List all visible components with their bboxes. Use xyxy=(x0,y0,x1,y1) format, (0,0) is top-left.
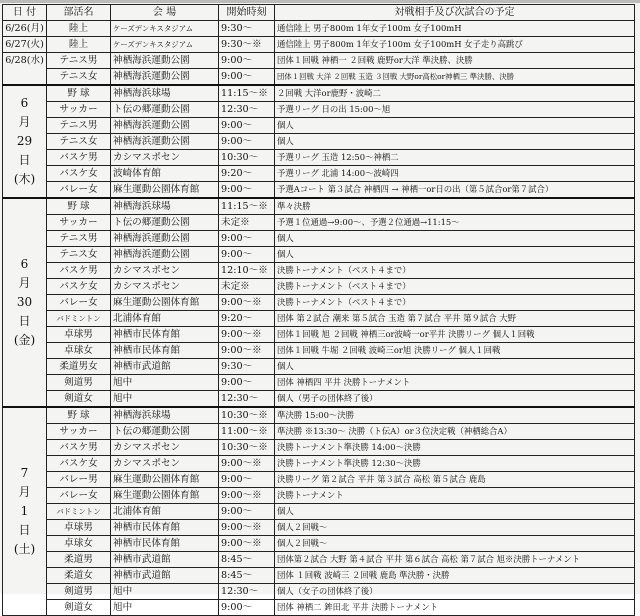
date-cell: 6/26(月) xyxy=(3,21,47,37)
note-cell: 団体 １回戦 波崎三 ２回戦 鹿島 準決勝・決勝 xyxy=(275,568,635,584)
note-cell: 団体 神栖四 平井 決勝トーナメント xyxy=(275,375,635,391)
club-cell: テニス女 xyxy=(47,69,111,86)
venue-cell: 神栖海浜球場 xyxy=(111,85,219,102)
note-cell: 予選１位通過→9:00～、予選２位通過→11:15～ xyxy=(275,215,635,231)
date-char: (木) xyxy=(13,172,36,186)
note-cell: 団体１回戦 旭 ２回戦 神栖三or波崎一or平井 決勝リーグ 個人１回戦 xyxy=(275,327,635,343)
table-row xyxy=(3,391,635,408)
club-cell: 野 球 xyxy=(47,198,111,215)
note-cell: 決勝トーナメント（ベスト４まで） xyxy=(275,263,635,279)
time-cell: 9:30～ xyxy=(219,21,275,37)
club-cell: 野 球 xyxy=(47,407,111,424)
club-cell: 卓球男 xyxy=(47,327,111,343)
date-char: 7 xyxy=(20,466,29,480)
venue-cell: 神栖市民体育館 xyxy=(111,536,219,552)
time-cell: 12:30～ xyxy=(219,391,275,408)
table-row xyxy=(3,327,635,343)
time-cell: 9:00～ xyxy=(219,247,275,263)
time-cell: 10:30～ xyxy=(219,150,275,166)
time-cell: 未定※ xyxy=(219,279,275,295)
note-cell: 個人 xyxy=(275,247,635,263)
table-row xyxy=(3,424,635,440)
time-cell: 10:30～※ xyxy=(219,440,275,456)
club-cell: バスケ男 xyxy=(47,263,111,279)
club-cell: 柔道男 xyxy=(47,552,111,568)
table-row xyxy=(3,343,635,359)
time-cell: 未定※ xyxy=(219,215,275,231)
note-cell: 個人 xyxy=(275,504,635,520)
date-char: 月 xyxy=(18,276,31,290)
club-cell: 卓球女 xyxy=(47,536,111,552)
note-cell: 準決勝 ※13:30～ 決勝（ト伝A）or３位決定戦（神栖総合A） xyxy=(275,424,635,440)
time-cell: 9:00～ xyxy=(219,375,275,391)
venue-cell: ト伝の郷運動公園 xyxy=(111,215,219,231)
time-cell: 9:00～※ xyxy=(219,520,275,536)
time-cell: 9:00～ xyxy=(219,69,275,86)
venue-cell: 神栖市武道館 xyxy=(111,552,219,568)
date-char: (金) xyxy=(13,333,36,347)
club-cell: テニス男 xyxy=(47,53,111,69)
club-cell: バレー男 xyxy=(47,472,111,488)
note-cell: 予選リーグ 日の出 15:00～旭 xyxy=(275,102,635,118)
note-cell: 個人（女子の団体終了後） xyxy=(275,584,635,600)
table-row xyxy=(3,375,635,391)
time-cell: 9:30～※ xyxy=(219,37,275,53)
club-cell: バスケ女 xyxy=(47,456,111,472)
date-char: 月 xyxy=(18,485,31,499)
venue-cell: 旭中 xyxy=(111,375,219,391)
club-cell: サッカー xyxy=(47,424,111,440)
time-cell: 9:00～ xyxy=(219,134,275,150)
time-cell: 9:00～※ xyxy=(219,456,275,472)
date-vertical-cell xyxy=(3,198,47,407)
table-row xyxy=(3,182,635,199)
note-cell: 団体１回戦 神栖一 ２回戦 鹿野or大洋 準決勝、決勝 xyxy=(275,53,635,69)
table-row xyxy=(3,102,635,118)
date-char: (土) xyxy=(13,542,36,556)
table-row xyxy=(3,279,635,295)
time-cell: 12:30～ xyxy=(219,102,275,118)
table-row xyxy=(3,584,635,600)
venue-cell: 神栖海浜運動公園 xyxy=(111,231,219,247)
venue-cell: 麻生運動公園体育館 xyxy=(111,488,219,504)
note-cell: 決勝リーグ 第２試合 平井 第３試合 高松 第５試合 鹿島 xyxy=(275,472,635,488)
club-cell: バレー女 xyxy=(47,488,111,504)
time-cell: 9:00～ xyxy=(219,504,275,520)
time-cell: 8:45～ xyxy=(219,552,275,568)
club-cell: サッカー xyxy=(47,215,111,231)
table-row xyxy=(3,118,635,134)
note-cell: 決勝トーナメント（ベスト４まで） xyxy=(275,279,635,295)
day-group-6-29 xyxy=(3,85,635,198)
note-cell: 団体 第２試合 潮来 第５試合 玉造 第７試合 平井 第９試合 大野 xyxy=(275,311,635,327)
venue-cell: カシマスポセン xyxy=(111,440,219,456)
table-row xyxy=(3,568,635,584)
club-cell: 陸上 xyxy=(47,21,111,37)
club-cell: テニス女 xyxy=(47,247,111,263)
venue-cell: ケーズデンキスタジアム xyxy=(111,21,219,37)
table-row xyxy=(3,456,635,472)
venue-cell: 神栖市民体育館 xyxy=(111,343,219,359)
club-cell: 卓球女 xyxy=(47,343,111,359)
table-row xyxy=(3,359,635,375)
time-cell: 9:00～※ xyxy=(219,295,275,311)
table-row xyxy=(3,247,635,263)
date-char: 6 xyxy=(20,257,29,271)
date-vertical-cell xyxy=(3,407,47,616)
venue-cell: カシマスポセン xyxy=(111,456,219,472)
table-row xyxy=(3,53,635,69)
note-cell: 個人 xyxy=(275,359,635,375)
date-char: 1 xyxy=(20,504,29,518)
time-cell: 9:20～ xyxy=(219,166,275,182)
day-group-7-1 xyxy=(3,407,635,616)
time-cell: 9:00～ xyxy=(219,600,275,616)
venue-cell: カシマスポセン xyxy=(111,150,219,166)
time-cell: 9:00～※ xyxy=(219,536,275,552)
venue-cell: 麻生運動公園体育館 xyxy=(111,182,219,199)
note-cell: 個人 xyxy=(275,231,635,247)
venue-cell: ト伝の郷運動公園 xyxy=(111,424,219,440)
table-row xyxy=(3,311,635,327)
date-char: 日 xyxy=(18,523,31,537)
header-time: 開始時刻 xyxy=(219,5,275,21)
table-row xyxy=(3,504,635,520)
note-cell: 団体１回戦 牛堀 ２回戦 波崎三or旭 決勝リーグ 個人１回戦 xyxy=(275,343,635,359)
header-club: 部活名 xyxy=(47,5,111,21)
time-cell: 9:00～ xyxy=(219,472,275,488)
venue-cell: 旭中 xyxy=(111,391,219,408)
header-note: 対戦相手及び次試合の予定 xyxy=(275,5,635,21)
note-cell: 準々決勝 xyxy=(275,198,635,215)
date-char: 30 xyxy=(16,295,33,309)
club-cell: テニス女 xyxy=(47,134,111,150)
cropped-top-edge xyxy=(0,0,640,3)
table-row xyxy=(3,600,635,616)
time-cell: 9:00～※ xyxy=(219,488,275,504)
note-cell: 個人 xyxy=(275,118,635,134)
club-cell: 野 球 xyxy=(47,85,111,102)
table-row xyxy=(3,166,635,182)
table-row xyxy=(3,134,635,150)
date-char: 月 xyxy=(18,115,31,129)
club-cell: 剣道女 xyxy=(47,391,111,408)
table-row xyxy=(3,295,635,311)
venue-cell: 神栖海浜運動公園 xyxy=(111,69,219,86)
time-cell: 10:30～※ xyxy=(219,407,275,424)
note-cell: 団体１回戦 大洋 ２回戦 玉造 ３回戦 大野or高松or神栖三 準決勝、決勝 xyxy=(275,69,635,86)
time-cell: 11:15～※ xyxy=(219,198,275,215)
club-cell: テニス男 xyxy=(47,231,111,247)
venue-cell: 旭中 xyxy=(111,600,219,616)
venue-cell: 神栖市民体育館 xyxy=(111,520,219,536)
day-group-6-30 xyxy=(3,198,635,407)
club-cell: バレー女 xyxy=(47,182,111,199)
venue-cell: 神栖海浜球場 xyxy=(111,407,219,424)
club-cell: バスケ男 xyxy=(47,150,111,166)
table-row xyxy=(3,552,635,568)
table-row xyxy=(3,472,635,488)
date-cell: 6/27(火) xyxy=(3,37,47,53)
table-row xyxy=(3,85,635,102)
header-venue: 会 場 xyxy=(111,5,219,21)
club-cell: 剣道男 xyxy=(47,375,111,391)
venue-cell: 神栖市武道館 xyxy=(111,359,219,375)
club-cell: バスケ女 xyxy=(47,166,111,182)
note-cell: 決勝トーナメント（ベスト４まで） xyxy=(275,295,635,311)
note-cell: 予選Aコート 第３試合 神栖四 → 神栖一or日の出（第５試合or第７試合） xyxy=(275,182,635,199)
club-cell: 陸上 xyxy=(47,37,111,53)
date-cell: 6/28(水) xyxy=(3,53,47,86)
venue-cell: 麻生運動公園体育館 xyxy=(111,472,219,488)
note-cell: 予選リーグ 玉造 12:50～神栖二 xyxy=(275,150,635,166)
club-cell: バドミントン xyxy=(47,311,111,327)
table-row xyxy=(3,263,635,279)
schedule-table xyxy=(2,4,635,616)
note-cell: 決勝トーナメント xyxy=(275,488,635,504)
club-cell: バスケ男 xyxy=(47,440,111,456)
club-cell: 剣道男 xyxy=(47,584,111,600)
time-cell: 9:00～ xyxy=(219,118,275,134)
time-cell: 11:00～※ xyxy=(219,424,275,440)
venue-cell: 神栖市武道館 xyxy=(111,568,219,584)
club-cell: バレー女 xyxy=(47,295,111,311)
note-cell: 決勝トーナメント準決勝 12:30～決勝 xyxy=(275,456,635,472)
venue-cell: 神栖海浜運動公園 xyxy=(111,134,219,150)
note-cell: 決勝トーナメント準決勝 14:00～決勝 xyxy=(275,440,635,456)
venue-cell: 旭中 xyxy=(111,584,219,600)
venue-cell: 神栖海浜運動公園 xyxy=(111,247,219,263)
venue-cell: 麻生運動公園体育館 xyxy=(111,295,219,311)
note-cell: ２回戦 大洋or鹿野・波崎二 xyxy=(275,85,635,102)
club-cell: 卓球男 xyxy=(47,520,111,536)
time-cell: 8:45～ xyxy=(219,568,275,584)
table-row xyxy=(3,215,635,231)
club-cell: 柔道女 xyxy=(47,568,111,584)
venue-cell: ケーズデンキスタジアム xyxy=(111,37,219,53)
date-char: 日 xyxy=(18,153,31,167)
time-cell: 9:00～ xyxy=(219,231,275,247)
venue-cell: カシマスポセン xyxy=(111,279,219,295)
club-cell: 柔道男女 xyxy=(47,359,111,375)
date-char: 29 xyxy=(16,134,33,148)
time-cell: 12:30～ xyxy=(219,584,275,600)
club-cell: サッカー xyxy=(47,102,111,118)
table-row xyxy=(3,440,635,456)
venue-cell: 波崎体育館 xyxy=(111,166,219,182)
date-char: 日 xyxy=(18,314,31,328)
table-row xyxy=(3,407,635,424)
time-cell: 12:10～※ xyxy=(219,263,275,279)
venue-cell: 神栖市民体育館 xyxy=(111,327,219,343)
note-cell: 準決勝 15:00～決勝 xyxy=(275,407,635,424)
club-cell: バドミントン xyxy=(47,504,111,520)
note-cell: 団体第２試合 大野 第４試合 平井 第６試合 高松 第７試合 旭※決勝トーナメント xyxy=(275,552,635,568)
note-cell: 団体 神栖二 鉾田北 平井 決勝トーナメント xyxy=(275,600,635,616)
time-cell: 9:00～※ xyxy=(219,343,275,359)
note-cell: 通信陸上 男子800m 1年女子100m 女子100mH 女子走り高跳び xyxy=(275,37,635,53)
table-row xyxy=(3,198,635,215)
time-cell: 9:30～ xyxy=(219,359,275,375)
table-row xyxy=(3,150,635,166)
date-char: 6 xyxy=(20,96,29,110)
table-row xyxy=(3,536,635,552)
note-cell: 個人（男子の団体終了後） xyxy=(275,391,635,408)
table-row xyxy=(3,520,635,536)
time-cell: 9:00～ xyxy=(219,182,275,199)
time-cell: 9:20～ xyxy=(219,311,275,327)
club-cell: バスケ女 xyxy=(47,279,111,295)
note-cell: 個人２回戦～ xyxy=(275,520,635,536)
venue-cell: ト伝の郷運動公園 xyxy=(111,102,219,118)
table-row xyxy=(3,231,635,247)
venue-cell: 北浦体育館 xyxy=(111,504,219,520)
venue-cell: カシマスポセン xyxy=(111,263,219,279)
table-row xyxy=(3,488,635,504)
note-cell: 個人 xyxy=(275,134,635,150)
note-cell: 個人２回戦～ xyxy=(275,536,635,552)
note-cell: 予選リーグ 北浦 14:00～波崎四 xyxy=(275,166,635,182)
time-cell: 9:00～ xyxy=(219,53,275,69)
note-cell: 通信陸上 男子800m 1年女子100m 女子100mH xyxy=(275,21,635,37)
date-vertical-cell xyxy=(3,85,47,198)
venue-cell: 神栖海浜運動公園 xyxy=(111,53,219,69)
time-cell: 11:15～※ xyxy=(219,85,275,102)
venue-cell: 神栖海浜球場 xyxy=(111,198,219,215)
venue-cell: 神栖海浜運動公園 xyxy=(111,118,219,134)
club-cell: テニス男 xyxy=(47,118,111,134)
table-row xyxy=(3,37,635,53)
time-cell: 9:00～※ xyxy=(219,327,275,343)
table-row xyxy=(3,69,635,86)
venue-cell: 北浦体育館 xyxy=(111,311,219,327)
club-cell: 剣道女 xyxy=(47,600,111,616)
header-date: 日 付 xyxy=(3,5,47,21)
table-row xyxy=(3,21,635,37)
table-header-row xyxy=(3,5,635,21)
